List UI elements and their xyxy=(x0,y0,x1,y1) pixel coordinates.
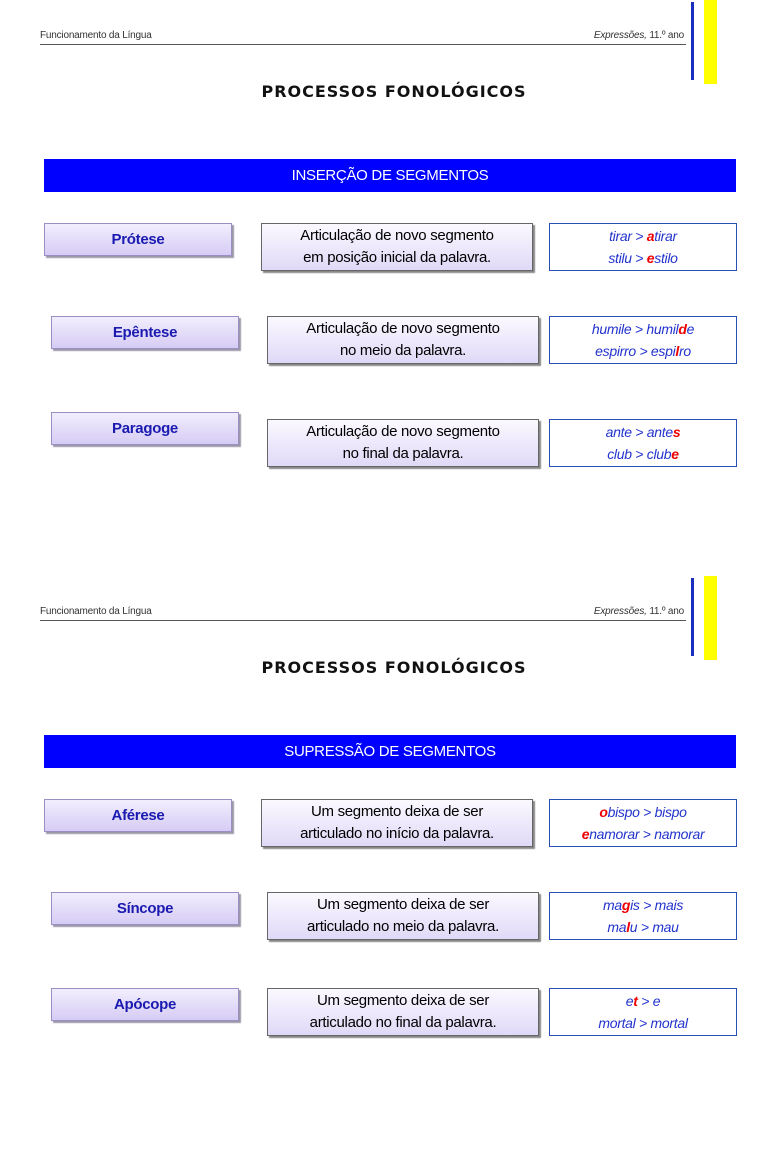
highlighted-segment: l xyxy=(675,343,679,359)
highlighted-segment: l xyxy=(626,919,630,935)
page-title: PROCESSOS FONOLÓGICOS xyxy=(261,658,527,677)
header-right: Expressões, 11.º ano xyxy=(593,606,684,617)
example-text: namorar > namorar xyxy=(589,826,705,842)
example-sincope xyxy=(549,892,737,940)
definition-paragoge: Articulação de novo segmento no final da palavra. xyxy=(267,419,539,467)
example-epentese xyxy=(549,316,737,364)
example-text: tirar xyxy=(654,228,677,244)
term-protese: Prótese xyxy=(44,223,232,256)
highlighted-segment: t xyxy=(633,993,638,1009)
term-paragoge: Paragoge xyxy=(51,412,239,445)
highlighted-segment: e xyxy=(646,250,655,266)
definition-sincope: Um segmento deixa de ser articulado no meio da palavra. xyxy=(267,892,539,940)
highlighted-segment: a xyxy=(646,228,655,244)
header-rule xyxy=(40,44,686,45)
example-line xyxy=(550,823,736,845)
section-header: INSERÇÃO DE SEGMENTOS xyxy=(44,159,736,192)
blue-stripe xyxy=(691,2,694,80)
header-rule xyxy=(40,620,686,621)
definition-epentese: Articulação de novo segmento no meio da palavra. xyxy=(267,316,539,364)
header-left: Funcionamento da Língua xyxy=(40,606,152,617)
highlighted-segment: d xyxy=(678,321,687,337)
example-paragoge xyxy=(549,419,737,467)
term-aferese: Aférese xyxy=(44,799,232,832)
yellow-stripe xyxy=(704,576,717,660)
definition-apocope: Um segmento deixa de ser articulado no final da palavra. xyxy=(267,988,539,1036)
example-text: ma xyxy=(607,919,627,935)
example-text: bispo > bispo xyxy=(607,804,687,820)
highlighted-segment: o xyxy=(599,804,608,820)
example-text: is > mais xyxy=(630,897,684,913)
example-text: e xyxy=(686,321,695,337)
example-text: stilu > xyxy=(608,250,647,266)
page-supressao xyxy=(0,576,768,1154)
highlighted-segment: g xyxy=(621,897,631,913)
example-line xyxy=(550,318,736,340)
term-sincope: Síncope xyxy=(51,892,239,925)
example-line xyxy=(550,340,736,362)
section-header: SUPRESSÃO DE SEGMENTOS xyxy=(44,735,736,768)
highlighted-segment: e xyxy=(581,826,590,842)
example-text: u > mau xyxy=(629,919,679,935)
example-text: club > club xyxy=(607,446,672,462)
example-text: mortal > mortal xyxy=(598,1015,688,1031)
example-line xyxy=(550,443,736,465)
example-text: > e xyxy=(637,993,661,1009)
definition-protese: Articulação de novo segmento em posição inicial da palavra. xyxy=(261,223,533,271)
example-text: ante > ante xyxy=(605,424,673,440)
blue-stripe xyxy=(691,578,694,656)
example-text: stilo xyxy=(654,250,678,266)
definition-aferese: Um segmento deixa de ser articulado no início da palavra. xyxy=(261,799,533,847)
highlighted-segment: s xyxy=(672,424,681,440)
example-line xyxy=(550,1012,736,1034)
yellow-stripe xyxy=(704,0,717,84)
example-protese xyxy=(549,223,737,271)
example-text: ma xyxy=(602,897,622,913)
example-line xyxy=(550,990,736,1012)
example-text: espirro > espi xyxy=(595,343,676,359)
example-apocope xyxy=(549,988,737,1036)
header-right: Expressões, 11.º ano xyxy=(593,30,684,41)
highlighted-segment: e xyxy=(671,446,679,462)
example-line xyxy=(550,247,736,269)
example-text: tirar > xyxy=(609,228,647,244)
page-title: PROCESSOS FONOLÓGICOS xyxy=(261,82,527,101)
example-aferese xyxy=(549,799,737,847)
term-epentese: Epêntese xyxy=(51,316,239,349)
example-text: humile > humil xyxy=(591,321,679,337)
example-line xyxy=(550,225,736,247)
example-line xyxy=(550,801,736,823)
example-line xyxy=(550,421,736,443)
example-line xyxy=(550,894,736,916)
example-text: e xyxy=(625,993,634,1009)
term-apocope: Apócope xyxy=(51,988,239,1021)
example-text: ro xyxy=(678,343,691,359)
example-line xyxy=(550,916,736,938)
header-left: Funcionamento da Língua xyxy=(40,30,152,41)
